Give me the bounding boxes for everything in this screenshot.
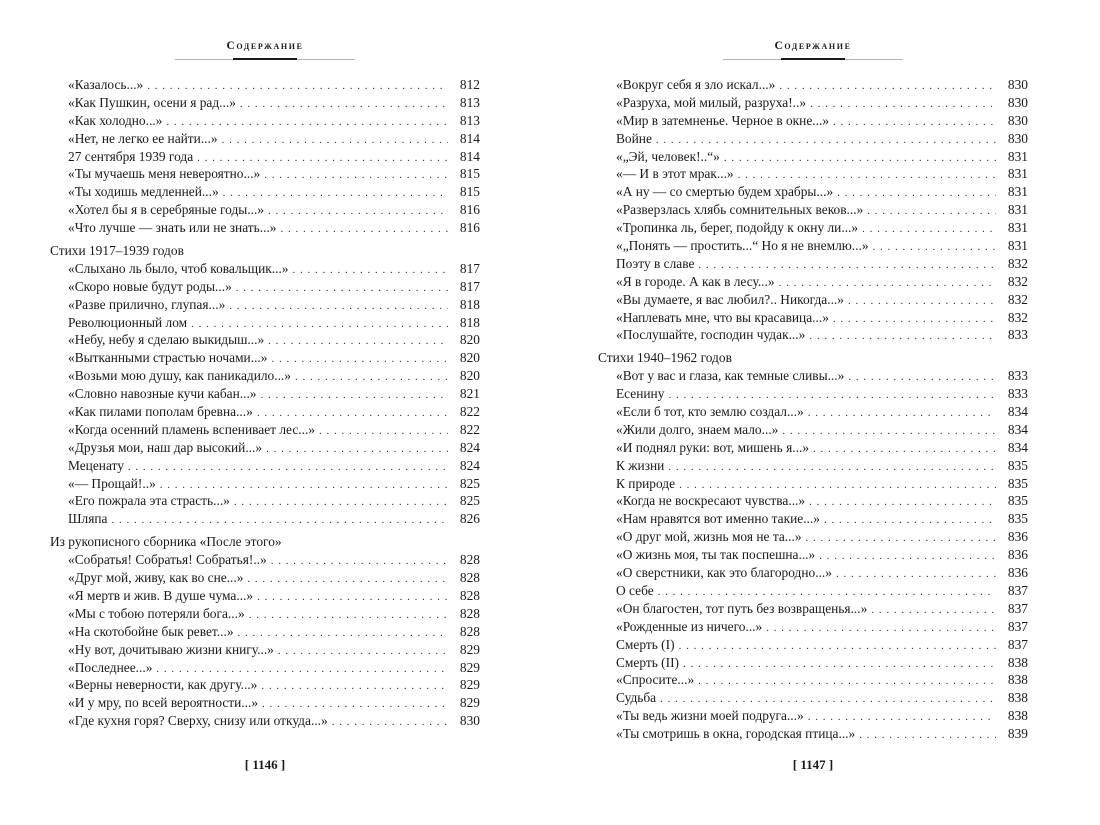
entry-page-number: 833 [1007, 386, 1028, 402]
entry-page-number: 820 [459, 368, 480, 384]
dot-leader [813, 441, 996, 459]
toc-entry [598, 707, 1028, 725]
entry-page-number: 835 [1007, 475, 1028, 491]
entry-title: «Друзья мои, наш дар высокий...» [68, 439, 263, 455]
toc-entry [598, 510, 1028, 528]
dot-leader [268, 203, 448, 221]
entry-title: Судьба [616, 690, 657, 706]
entry-page-number: 831 [1007, 238, 1028, 254]
entry-title: «Разве прилично, глупая...» [68, 296, 226, 312]
entry-page-number: 835 [1007, 493, 1028, 509]
toc-entry [598, 237, 1028, 255]
dot-leader [683, 656, 996, 674]
entry-title: «Друг мой, живу, как во сне...» [68, 570, 244, 586]
entry-title: «И у мру, по всей вероятности...» [68, 695, 259, 711]
entry-title: «Словно навозные кучи кабан...» [68, 386, 257, 402]
entry-title: «Скоро новые будут роды...» [68, 278, 232, 294]
entry-title: «Возьми мою душу, как паникадило...» [68, 368, 291, 384]
toc-entry [50, 349, 480, 367]
entry-title: «Рожденные из ничего...» [616, 618, 763, 634]
entry-title: «Ты ведь жизни моей подруга...» [616, 708, 804, 724]
entry-title: «Слыхано ль было, чтоб ковальщик...» [68, 260, 289, 276]
entry-page-number: 835 [1007, 457, 1028, 473]
dot-leader [261, 678, 448, 696]
entry-page-number: 832 [1007, 255, 1028, 271]
entry-title: «О жизнь моя, ты так поспешна...» [616, 547, 816, 563]
toc-entry [598, 492, 1028, 510]
toc-entry [598, 367, 1028, 385]
toc-entry [50, 314, 480, 332]
toc-entry [598, 403, 1028, 421]
dot-leader [271, 553, 448, 571]
dot-leader [234, 494, 448, 512]
toc-entry [598, 671, 1028, 689]
dot-leader [128, 459, 448, 477]
entry-page-number: 818 [459, 314, 480, 330]
entry-title: «Нам нравятся вот именно такие...» [616, 511, 820, 527]
entry-title: «Послушайте, господин чудак...» [616, 327, 806, 343]
toc-section-heading [598, 349, 1028, 367]
entry-page-number: 830 [459, 713, 480, 729]
toc-entry [50, 183, 480, 201]
entry-page-number: 815 [459, 166, 480, 182]
entry-title: «Мир в затемненье. Черное в окне...» [616, 112, 830, 128]
entry-page-number: 839 [1007, 726, 1028, 742]
entry-page-number: 816 [459, 220, 480, 236]
entry-title: «Я в городе. А как в лесу...» [616, 273, 775, 289]
toc-entry [50, 201, 480, 219]
entry-title: Смерть (II) [616, 654, 680, 670]
dot-leader [871, 602, 996, 620]
entry-page-number: 836 [1007, 529, 1028, 545]
entry-page-number: 814 [459, 130, 480, 146]
entry-title: О себе [616, 582, 654, 598]
entry-page-number: 813 [459, 94, 480, 110]
entry-title: «„Эй, человек!..“» [616, 148, 720, 164]
dot-leader [229, 298, 448, 316]
entry-page-number: 833 [1007, 327, 1028, 343]
entry-page-number: 828 [459, 605, 480, 621]
toc-entry [598, 148, 1028, 166]
entry-title: Поэту в славе [616, 255, 695, 271]
entry-page-number: 817 [459, 278, 480, 294]
toc-entry [598, 600, 1028, 618]
entry-title: «Вы думаете, я вас любил?.. Никогда...» [616, 291, 844, 307]
toc-entry [598, 309, 1028, 327]
entry-title: «Наплевать мне, что вы красавица...» [616, 309, 829, 325]
dot-leader [332, 714, 448, 732]
toc-entry [598, 76, 1028, 94]
entry-title: «Ты ходишь медленней...» [68, 184, 219, 200]
toc-entry [50, 165, 480, 183]
dot-leader [724, 150, 996, 168]
entry-title: Смерть (I) [616, 636, 675, 652]
entry-title: «О друг мой, жизнь моя не та...» [616, 529, 802, 545]
entry-page-number: 831 [1007, 166, 1028, 182]
toc-entry [50, 296, 480, 314]
dot-leader [810, 96, 996, 114]
dot-leader [867, 203, 996, 221]
dot-leader [859, 727, 996, 745]
toc-entry [598, 112, 1028, 130]
dot-leader [271, 351, 448, 369]
entry-title: «Верны неверности, как другу...» [68, 677, 258, 693]
entry-page-number: 828 [459, 587, 480, 603]
dot-leader [257, 589, 448, 607]
entry-title: Войне [616, 130, 652, 146]
dot-leader [247, 571, 448, 589]
toc-entry [598, 326, 1028, 344]
entry-title: «Ты смотришь в окна, городская птица...» [616, 726, 856, 742]
section-title: Стихи 1940–1962 годов [598, 350, 732, 366]
dot-leader [668, 459, 996, 477]
toc-entry [50, 403, 480, 421]
entry-title: «Мы с тобою потеряли бога...» [68, 605, 245, 621]
entry-title: К природе [616, 475, 676, 491]
entry-page-number: 822 [459, 404, 480, 420]
entry-page-number: 812 [459, 77, 480, 92]
toc-entry [598, 165, 1028, 183]
entry-title: «Вот у вас и глаза, как темные сливы...» [616, 368, 845, 384]
entry-page-number: 837 [1007, 618, 1028, 634]
toc-entry [50, 605, 480, 623]
dot-leader [278, 643, 448, 661]
dot-leader [836, 566, 996, 584]
toc-entry [50, 76, 480, 94]
entry-title: «Когда осенний пламень вспенивает лес...» [68, 421, 316, 437]
toc-entry [598, 546, 1028, 564]
entry-title: «Жили долго, знаем мало...» [616, 421, 779, 437]
toc-entry [50, 421, 480, 439]
entry-page-number: 833 [1007, 368, 1028, 384]
toc-entry [50, 492, 480, 510]
page-number: [ 1147 ] [792, 757, 834, 772]
dot-leader [809, 494, 996, 512]
entry-title: Шляпа [68, 511, 108, 527]
toc-entry [50, 260, 480, 278]
entry-page-number: 834 [1007, 439, 1028, 455]
toc-entry [50, 219, 480, 237]
entry-title: «На скотобойне бык ревет...» [68, 623, 234, 639]
entry-page-number: 838 [1007, 690, 1028, 706]
entry-page-number: 828 [459, 623, 480, 639]
dot-leader [873, 239, 996, 257]
dot-leader [782, 423, 996, 441]
entry-page-number: 814 [459, 148, 480, 164]
running-header: Содержание [774, 40, 852, 52]
toc-entry [50, 551, 480, 569]
toc-entry [50, 367, 480, 385]
toc-entry [598, 528, 1028, 546]
running-header: Содержание [226, 40, 304, 52]
entry-page-number: 813 [459, 112, 480, 128]
toc-entry [598, 183, 1028, 201]
toc-list [598, 76, 1028, 743]
dot-leader [698, 673, 996, 691]
toc-entry [598, 689, 1028, 707]
toc-list [50, 76, 480, 730]
toc-entry [598, 564, 1028, 582]
entry-page-number: 837 [1007, 582, 1028, 598]
toc-entry [598, 654, 1028, 672]
dot-leader [848, 293, 996, 311]
dot-leader [319, 423, 448, 441]
entry-page-number: 830 [1007, 112, 1028, 128]
entry-page-number: 824 [459, 457, 480, 473]
entry-page-number: 825 [459, 475, 480, 491]
toc-section-heading [50, 242, 480, 260]
entry-page-number: 832 [1007, 273, 1028, 289]
entry-page-number: 821 [459, 386, 480, 402]
entry-title: К жизни [616, 457, 665, 473]
dot-leader [260, 387, 448, 405]
entry-page-number: 837 [1007, 600, 1028, 616]
entry-page-number: 824 [459, 439, 480, 455]
toc-entry [598, 457, 1028, 475]
entry-page-number: 828 [459, 552, 480, 568]
toc-entry [50, 385, 480, 403]
dot-leader [862, 221, 996, 239]
dot-leader [236, 280, 448, 298]
dot-leader [266, 441, 448, 459]
entry-page-number: 817 [459, 260, 480, 276]
entry-title: «Если б тот, кто землю создал...» [616, 404, 804, 420]
entry-title: «Вокруг себя я зло искал...» [616, 77, 776, 92]
entry-page-number: 836 [1007, 547, 1028, 563]
toc-entry [598, 725, 1028, 743]
dot-leader [766, 620, 996, 638]
entry-title: «Как пилами пополам бревна...» [68, 404, 253, 420]
entry-page-number: 831 [1007, 220, 1028, 236]
entry-title: «Где кухня горя? Сверху, снизу или откуда...» [68, 713, 328, 729]
entry-page-number: 828 [459, 570, 480, 586]
entry-page-number: 829 [459, 695, 480, 711]
entry-title: «Как Пушкин, осени я рад...» [68, 94, 236, 110]
dot-leader [819, 548, 996, 566]
dot-leader [779, 78, 996, 96]
entry-title: «Хотел бы я в серебряные годы...» [68, 202, 265, 218]
section-title: Из рукописного сборника «После этого» [50, 534, 282, 550]
entry-title: 27 сентября 1939 года [68, 148, 194, 164]
entry-page-number: 818 [459, 296, 480, 312]
entry-page-number: 831 [1007, 202, 1028, 218]
entry-title: «— И в этот мрак...» [616, 166, 734, 182]
dot-leader [222, 132, 448, 150]
toc-entry [50, 676, 480, 694]
entry-title: «Ну вот, дочитываю жизни книгу...» [68, 641, 274, 657]
dot-leader [295, 369, 448, 387]
entry-title: «Спросите...» [616, 672, 695, 688]
dot-leader [111, 512, 448, 530]
entry-title: Есенину [616, 386, 665, 402]
entry-title: «И поднял руки: вот, мишень я...» [616, 439, 810, 455]
entry-title: «Разруха, мой милый, разруха!..» [616, 94, 807, 110]
entry-page-number: 825 [459, 493, 480, 509]
entry-title: «Собратья! Собратья! Собратья!..» [68, 552, 267, 568]
toc-entry [50, 475, 480, 493]
entry-title: «Казалось...» [68, 77, 144, 92]
entry-title: «Как холодно...» [68, 112, 163, 128]
entry-page-number: 831 [1007, 184, 1028, 200]
entry-page-number: 832 [1007, 291, 1028, 307]
dot-leader [833, 114, 996, 132]
dot-leader [833, 311, 996, 329]
dot-leader [249, 607, 448, 625]
header-rule [233, 58, 297, 60]
toc-entry [598, 291, 1028, 309]
entry-page-number: 820 [459, 350, 480, 366]
entry-title: «Его пожрала эта страсть...» [68, 493, 230, 509]
entry-page-number: 834 [1007, 404, 1028, 420]
toc-section-heading [50, 533, 480, 551]
entry-page-number: 826 [459, 511, 480, 527]
dot-leader [281, 221, 449, 239]
header-rule [781, 58, 845, 60]
entry-title: «Ты мучаешь меня невероятно...» [68, 166, 261, 182]
entry-page-number: 837 [1007, 636, 1028, 652]
toc-entry [50, 457, 480, 475]
toc-entry [50, 148, 480, 166]
toc-entry [50, 587, 480, 605]
entry-title: «О сверстники, как это благородно...» [616, 565, 832, 581]
entry-page-number: 832 [1007, 309, 1028, 325]
entry-page-number: 835 [1007, 511, 1028, 527]
page-number: [ 1146 ] [244, 757, 286, 772]
toc-entry [598, 385, 1028, 403]
toc-entry [598, 219, 1028, 237]
toc-entry [50, 623, 480, 641]
toc-entry [50, 641, 480, 659]
dot-leader [240, 96, 448, 114]
toc-entry [50, 510, 480, 528]
entry-title: «Вытканными страстью ночами...» [68, 350, 268, 366]
toc-entry [50, 278, 480, 296]
left-page [50, 0, 480, 825]
dot-leader [808, 405, 996, 423]
entry-page-number: 829 [459, 641, 480, 657]
entry-page-number: 815 [459, 184, 480, 200]
toc-entry [598, 636, 1028, 654]
toc-entry [598, 618, 1028, 636]
entry-page-number: 830 [1007, 77, 1028, 92]
entry-page-number: 830 [1007, 130, 1028, 146]
entry-title: «Я мертв и жив. В душе чума...» [68, 587, 254, 603]
dot-leader [264, 167, 448, 185]
entry-title: «Последнее...» [68, 659, 153, 675]
toc-entry [50, 569, 480, 587]
entry-page-number: 836 [1007, 565, 1028, 581]
toc-entry [50, 331, 480, 349]
dot-leader [268, 333, 448, 351]
dot-leader [848, 369, 996, 387]
entry-page-number: 834 [1007, 421, 1028, 437]
entry-page-number: 829 [459, 677, 480, 693]
toc-entry [598, 273, 1028, 291]
entry-title: «Нет, не легко ее найти...» [68, 130, 218, 146]
toc-entry [50, 694, 480, 712]
entry-page-number: 816 [459, 202, 480, 218]
entry-page-number: 822 [459, 421, 480, 437]
right-page [598, 0, 1028, 825]
entry-page-number: 838 [1007, 654, 1028, 670]
entry-page-number: 830 [1007, 94, 1028, 110]
toc-entry [50, 94, 480, 112]
toc-entry [50, 439, 480, 457]
entry-title: Революционный лом [68, 314, 188, 330]
entry-title: «— Прощай!..» [68, 475, 156, 491]
entry-title: «Когда не воскресают чувства...» [616, 493, 806, 509]
toc-entry [50, 712, 480, 730]
entry-page-number: 829 [459, 659, 480, 675]
entry-title: «Что лучше — знать или не знать...» [68, 220, 277, 236]
entry-title: «А ну — со смертью будем храбры...» [616, 184, 834, 200]
toc-entry [598, 582, 1028, 600]
toc-entry [598, 421, 1028, 439]
toc-entry [50, 130, 480, 148]
toc-entry [598, 255, 1028, 273]
entry-title: «Тропинка ль, берег, подойду к окну ли...» [616, 220, 859, 236]
dot-leader [824, 512, 996, 530]
entry-title: «Разверзлась хлябь сомнительных веков...» [616, 202, 864, 218]
entry-title: Меценату [68, 457, 124, 473]
entry-page-number: 838 [1007, 672, 1028, 688]
entry-title: «„Понять — простить...“ Но я не внемлю...» [616, 238, 869, 254]
dot-leader [679, 638, 996, 656]
section-title: Стихи 1917–1939 годов [50, 243, 184, 259]
toc-entry [598, 439, 1028, 457]
toc-entry [50, 112, 480, 130]
toc-entry [598, 94, 1028, 112]
dot-leader [293, 262, 449, 280]
entry-page-number: 820 [459, 332, 480, 348]
entry-page-number: 838 [1007, 708, 1028, 724]
toc-entry [50, 659, 480, 677]
dot-leader [806, 530, 996, 548]
entry-title: «Небу, небу я сделаю выкидыш...» [68, 332, 265, 348]
entry-title: «Он благостен, тот путь без возвращенья...» [616, 600, 868, 616]
entry-page-number: 831 [1007, 148, 1028, 164]
dot-leader [809, 328, 996, 346]
toc-entry [598, 130, 1028, 148]
toc-entry [598, 201, 1028, 219]
toc-entry [598, 475, 1028, 493]
